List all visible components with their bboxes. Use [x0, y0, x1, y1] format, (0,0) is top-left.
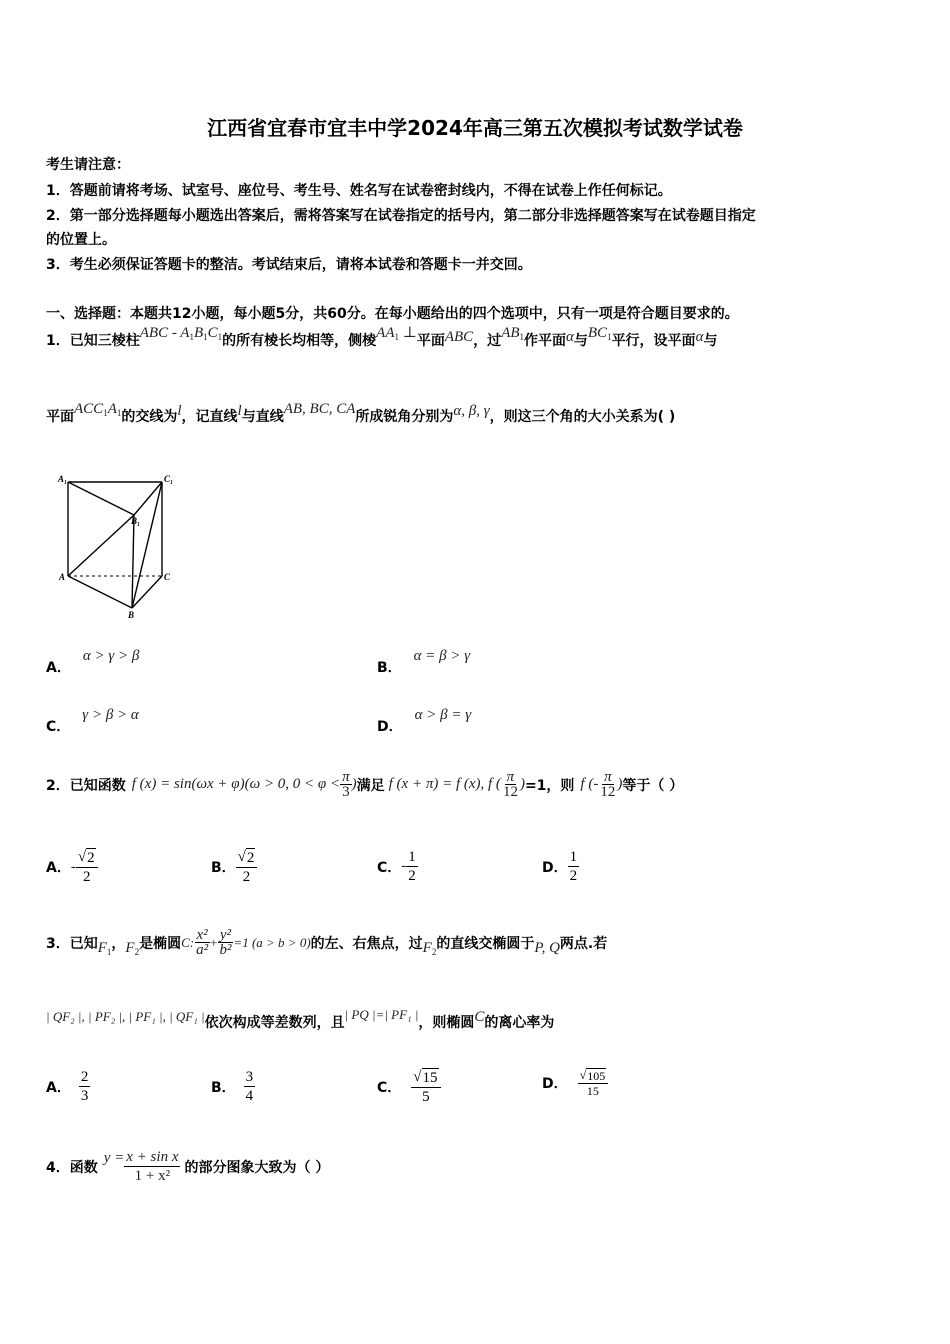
q1-option-b[interactable]: [377, 645, 471, 676]
q3-text: 依次构成等差数列，且: [204, 1015, 345, 1031]
section-heading: 一、选择题：本题共12小题，每小题5分，共60分。在每小题给出的四个选项中，只有一项是符合题目要求的。: [46, 306, 739, 322]
q2-option-d[interactable]: [542, 848, 579, 885]
vertex-label-a: A: [59, 572, 66, 582]
option-label: B．: [377, 660, 402, 676]
question-3-line-2: [46, 1007, 555, 1032]
q3-text: ，则椭圆: [418, 1015, 475, 1031]
q1-option-c[interactable]: [46, 704, 139, 735]
q3-math-f2: $F_2$: [422, 940, 437, 957]
q3-text: 的直线交椭圆于: [436, 935, 535, 952]
q1-math-alpha: α: [695, 329, 704, 345]
q3-text: 两点.若: [559, 935, 608, 952]
q2-text: 2．已知函数: [46, 777, 126, 794]
q3-math-pq: | PQ |=| PF₁ |: [344, 1007, 419, 1022]
option-frac: √ 2 2: [76, 848, 98, 886]
vertex-label-a1: A₁: [58, 474, 68, 484]
notice-heading: 考生请注意：: [46, 157, 130, 173]
option-expr: α > β = γ: [414, 707, 472, 723]
q1-math-ab1: $AB_1$: [501, 325, 525, 342]
q1-math-acc1a1: $ACC_1A_1$: [74, 401, 122, 418]
q3-math-c: C: [474, 1009, 485, 1025]
q1-math-l: l: [237, 403, 242, 419]
q2-math: ): [519, 776, 525, 792]
q2-text: =1，则: [524, 777, 575, 794]
q3-math-pq: P, Q: [534, 940, 560, 956]
vertex-label-b: B: [128, 610, 135, 620]
vertex-label-b1: B₁: [131, 516, 141, 526]
q1-math-abc: ABC: [444, 329, 474, 345]
q1-text: 的交线为: [121, 409, 178, 425]
q1-text: 作平面: [524, 333, 567, 349]
option-label: D．: [542, 1076, 568, 1092]
q2-math: f (x) = sin(ωx + φ)(ω > 0, 0 < φ <: [131, 776, 341, 792]
q4-math: y =: [103, 1150, 125, 1166]
q1-text: 平面: [416, 333, 445, 349]
q2-frac: $\frac{\pi}{12}$: [502, 769, 518, 800]
q3-option-b[interactable]: [211, 1068, 255, 1105]
q1-math-aa1: $AA_1$ ⊥: [376, 325, 417, 342]
q1-text: 平面: [46, 409, 74, 425]
q2-option-a[interactable]: [46, 848, 98, 886]
q1-text: 平行，设平面: [611, 333, 696, 349]
q3-text: 3．已知: [46, 935, 98, 952]
option-frac: √ 105 15: [578, 1068, 609, 1098]
notice-item-2a: 2．第一部分选择题每小题选出答案后，需将答案写在试卷指定的括号内，第二部分非选择题答案写在试卷题目指定: [46, 208, 756, 224]
q2-text: 等于（ ）: [622, 777, 684, 794]
q1-math-l: l: [177, 403, 182, 419]
q4-text: 的部分图象大致为（ ）: [184, 1159, 330, 1176]
question-1-line-1: [46, 325, 718, 350]
q1-text: 所成锐角分别为: [355, 409, 454, 425]
vertex-label-c: C: [164, 572, 171, 582]
option-expr: α > γ > β: [82, 648, 140, 664]
option-frac: $\frac{3}{4}$: [245, 1069, 254, 1104]
q1-text: 与直线: [241, 409, 284, 425]
option-label: A．: [46, 660, 71, 676]
q1-math-lines: AB, BC, CA: [283, 401, 356, 417]
prism-figure: [56, 470, 186, 620]
question-4: [46, 1148, 329, 1185]
option-frac: √ 15 5: [411, 1068, 440, 1106]
option-label: D．: [542, 859, 568, 876]
q3-frac-y: $\frac{\text{y²}}{\text{b²}}$: [219, 927, 232, 958]
q1-math-angles: α, β, γ: [453, 403, 490, 419]
option-label: C．: [377, 859, 402, 876]
q2-option-b[interactable]: [211, 848, 257, 886]
q2-text: 满足: [356, 777, 385, 794]
q1-option-a[interactable]: [46, 645, 140, 676]
q3-math: C:: [181, 934, 195, 950]
q2-math: f (-: [580, 776, 599, 792]
question-1-line-2: [46, 401, 676, 426]
q2-frac: $\frac{\pi}{12}$: [600, 769, 616, 800]
question-3-line-1: [46, 928, 607, 957]
option-label: A．: [46, 860, 71, 876]
q1-text: ，则这三个角的大小关系为( ): [489, 409, 676, 425]
q1-text: 的所有棱长均相等，侧棱: [222, 333, 377, 349]
option-label: B．: [211, 860, 236, 876]
q3-text: 是椭圆: [139, 935, 182, 952]
option-expr: α = β > γ: [413, 648, 471, 664]
q1-text: 1．已知三棱柱: [46, 333, 140, 349]
q3-option-d[interactable]: [542, 1068, 608, 1098]
option-sign: -: [70, 858, 76, 875]
q1-text: ，过: [473, 333, 502, 349]
option-frac: $\frac{1}{2}$: [408, 849, 416, 884]
q3-option-a[interactable]: [46, 1068, 90, 1105]
q3-math-f2: $F_2$: [125, 940, 140, 957]
notice-item-3: 3．考生必须保证答题卡的整洁。考试结束后，请将本试卷和答题卡一并交回。: [46, 257, 532, 273]
option-label: C．: [46, 719, 71, 735]
q3-frac-x: $\frac{\text{x²}}{\text{a²}}$: [196, 927, 209, 958]
q1-text: ，记直线: [181, 409, 238, 425]
option-frac: $\frac{2}{3}$: [80, 1069, 89, 1104]
q3-text: ，: [111, 935, 126, 952]
option-frac: √ 2 2: [236, 848, 258, 886]
option-label: A．: [46, 1079, 71, 1096]
q2-math: ): [617, 776, 623, 792]
q4-text: 4．函数: [46, 1159, 98, 1176]
vertex-label-c1: C₁: [164, 474, 174, 484]
q3-math: +: [210, 934, 218, 950]
q2-frac: $\frac{\pi}{3}$: [342, 769, 350, 800]
q2-option-c[interactable]: [377, 848, 418, 885]
q3-text: 的左、右焦点，过: [310, 935, 423, 952]
option-label: B．: [211, 1079, 236, 1096]
notice-item-1: 1．答题前请将考场、试室号、座位号、考生号、姓名写在试卷密封线内，不得在试卷上作任何标记。: [46, 183, 672, 199]
q1-text: 与: [573, 333, 588, 349]
q1-option-d[interactable]: [377, 704, 472, 735]
q2-math: ): [351, 776, 357, 792]
q3-text: 的离心率为: [484, 1015, 555, 1031]
q4-frac: $\frac{\text{x + sin x}}{\text{1 + x²}}$: [126, 1149, 179, 1184]
option-expr: γ > β > α: [82, 707, 139, 723]
option-label: C．: [377, 1080, 402, 1096]
q3-option-c[interactable]: [377, 1068, 441, 1106]
q1-math-alpha: α: [566, 329, 574, 345]
page-title: 江西省宜春市宜丰中学2024年高三第五次模拟考试数学试卷: [207, 116, 743, 140]
notice-item-2b: 的位置上。: [46, 232, 116, 248]
option-label: D．: [377, 719, 403, 735]
q3-math-f1: $F_1$: [97, 940, 112, 957]
option-sign: -: [401, 858, 407, 874]
q2-math: f (x + π) = f (x), f (: [388, 776, 501, 792]
q3-math: =1 (a > b > 0): [233, 934, 311, 950]
q3-math-seq: | QF₂ |, | PF₂ |, | PF₁ |, | QF₁ |: [46, 1009, 205, 1024]
question-2: [46, 770, 683, 799]
q1-math-prism: ABC - $A_1B_1C_1$: [139, 325, 223, 342]
q1-text: 与: [703, 333, 718, 349]
q1-math-bc1: $BC_1$: [587, 325, 612, 342]
option-frac: $\frac{1}{2}$: [569, 849, 578, 884]
